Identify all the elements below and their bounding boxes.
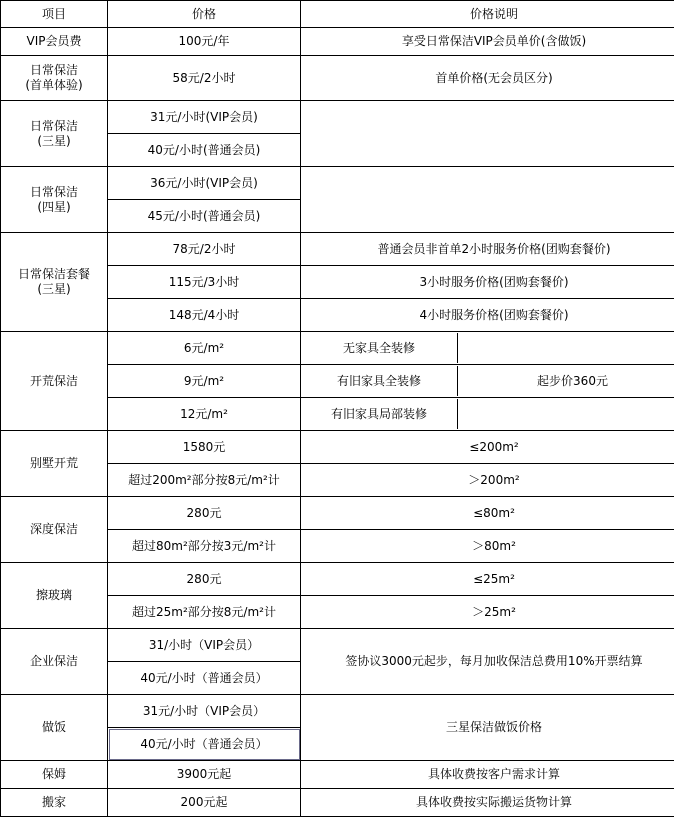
row-desc: 3小时服务价格(团购套餐价) [301,266,674,299]
row-item: 做饭 [1,695,108,761]
row-item: 企业保洁 [1,629,108,695]
row-item: 保姆 [1,761,108,789]
row-item-line1: 日常保洁套餐 [3,267,105,282]
table-row [1,497,674,530]
row-desc-note [458,333,674,363]
row-desc-split [301,332,674,365]
row-desc: ＞25m² [301,596,674,629]
row-price: 6元/m² [108,332,301,365]
table-row [1,167,674,200]
row-item [1,56,108,101]
table-row [1,233,674,266]
row-price: 31/小时（VIP会员） [108,629,301,662]
row-item: 深度保洁 [1,497,108,563]
table-row [1,563,674,596]
row-item-line1: 日常保洁 [3,185,105,200]
row-price: 31元/小时(VIP会员) [108,101,301,134]
row-price: 超过80m²部分按3元/m²计 [108,530,301,563]
row-item-line2: (首单体验) [3,78,105,93]
row-item: VIP会员费 [1,28,108,56]
row-item: 擦玻璃 [1,563,108,629]
row-price: 40元/小时（普通会员） [108,662,301,695]
row-price: 31元/小时（VIP会员） [108,695,301,728]
row-price: 12元/m² [108,398,301,431]
table-row [1,28,674,56]
table-row [1,56,674,101]
row-desc: 具体收费按客户需求计算 [301,761,674,789]
row-price: 1580元 [108,431,301,464]
table-row [1,431,674,464]
row-item [1,167,108,233]
row-desc: 4小时服务价格(团购套餐价) [301,299,674,332]
row-desc-note [458,399,674,429]
row-price: 40元/小时(普通会员) [108,134,301,167]
row-price: 36元/小时(VIP会员) [108,167,301,200]
row-item: 别墅开荒 [1,431,108,497]
column-header-item: 项目 [1,1,108,28]
row-price: 超过200m²部分按8元/m²计 [108,464,301,497]
row-price: 115元/3小时 [108,266,301,299]
row-price: 100元/年 [108,28,301,56]
row-desc: ＞200m² [301,464,674,497]
row-item: 开荒保洁 [1,332,108,431]
row-item [1,101,108,167]
row-item-line1: 日常保洁 [3,63,105,78]
row-desc-split [301,365,674,398]
row-price: 78元/2小时 [108,233,301,266]
row-price: 3900元起 [108,761,301,789]
table-row [1,695,674,728]
row-desc-detail: 无家具全装修 [301,333,458,363]
row-price: 280元 [108,563,301,596]
column-header-desc: 价格说明 [301,1,674,28]
row-item: 搬家 [1,789,108,817]
row-price: 超过25m²部分按8元/m²计 [108,596,301,629]
table-header-row [1,1,674,28]
row-desc [301,167,674,233]
row-desc-detail: 有旧家具全装修 [301,366,458,396]
row-item [1,233,108,332]
table-row [1,761,674,789]
row-desc: 普通会员非首单2小时服务价格(团购套餐价) [301,233,674,266]
row-price: 200元起 [108,789,301,817]
row-price: 9元/m² [108,365,301,398]
row-desc-detail: 有旧家具局部装修 [301,399,458,429]
row-desc: 具体收费按实际搬运货物计算 [301,789,674,817]
row-price: 280元 [108,497,301,530]
row-desc: 三星保洁做饭价格 [301,695,674,761]
row-desc: ≤200m² [301,431,674,464]
table-row [1,101,674,134]
column-header-price: 价格 [108,1,301,28]
table-row [1,629,674,662]
row-desc: ≤80m² [301,497,674,530]
row-desc [301,101,674,167]
row-item-line1: 日常保洁 [3,119,105,134]
row-desc-split [301,398,674,431]
row-desc: ＞80m² [301,530,674,563]
row-desc: 签协议3000元起步，每月加收保洁总费用10%开票结算 [301,629,674,695]
row-desc: ≤25m² [301,563,674,596]
row-price: 58元/2小时 [108,56,301,101]
row-item-line2: (四星) [3,200,105,215]
row-item-line2: (三星) [3,134,105,149]
row-price: 45元/小时(普通会员) [108,200,301,233]
table-row [1,332,674,365]
row-price-selected[interactable]: 40元/小时（普通会员） [108,728,301,761]
row-price: 148元/4小时 [108,299,301,332]
row-desc-note: 起步价360元 [458,366,674,396]
table-row [1,789,674,817]
row-desc: 享受日常保洁VIP会员单价(含做饭) [301,28,674,56]
row-item-line2: (三星) [3,282,105,297]
row-desc: 首单价格(无会员区分) [301,56,674,101]
